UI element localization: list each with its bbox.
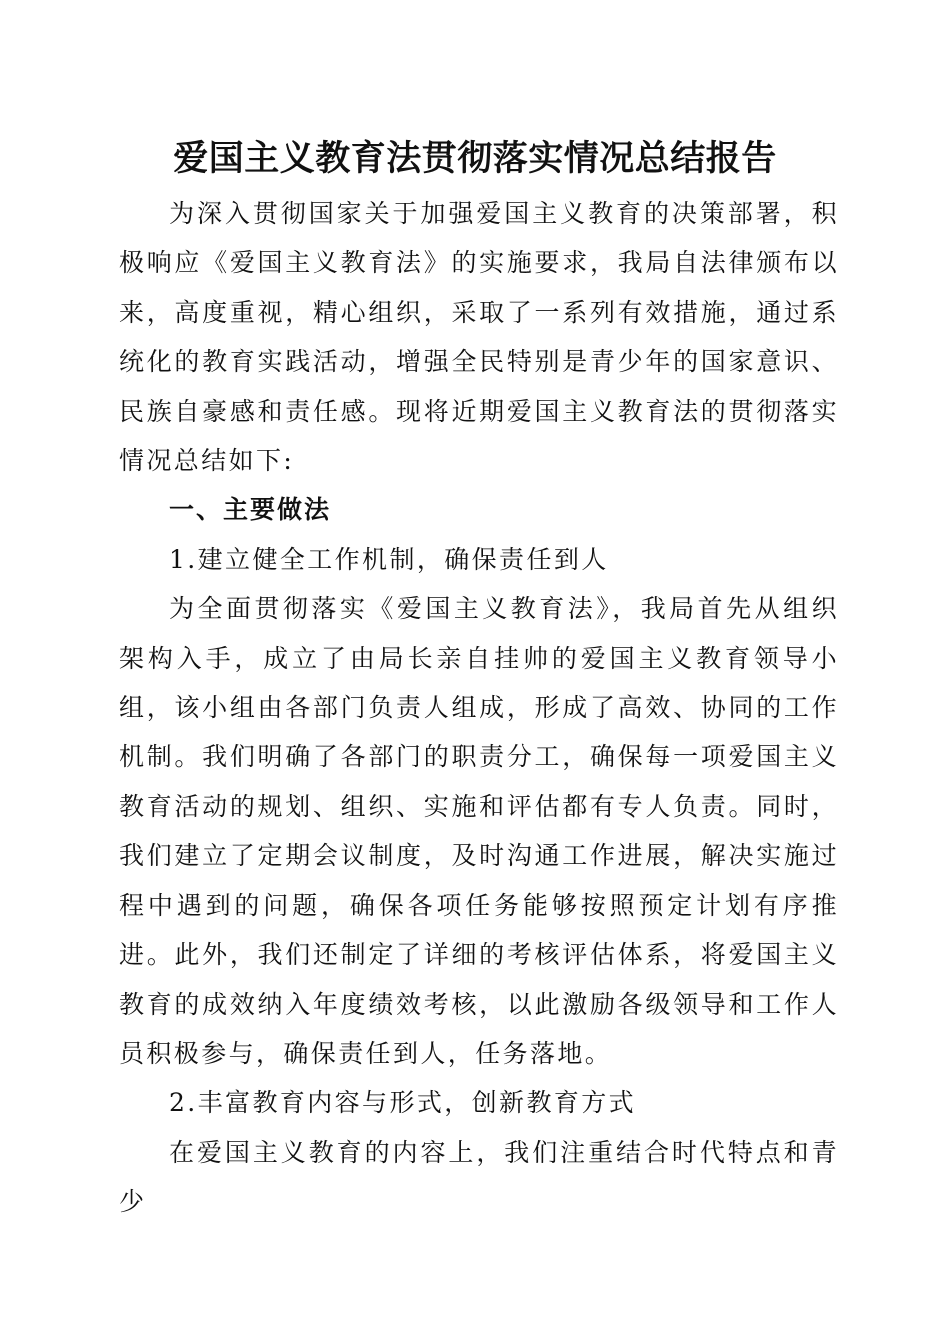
document-title: 爱国主义教育法贯彻落实情况总结报告 [173, 139, 777, 179]
subsection-heading: 1.建立健全工作机制，确保责任到人 [169, 544, 609, 574]
body-paragraph: 为全面贯彻落实《爱国主义教育法》，我局首先从组织架构入手，成立了由局长亲自挂帅的爱国主义教育领导小组，该小组由各部门负责人组成，形成了高效、协同的工作机制。我们明确了各部门的职责分工，确保每一项爱国主义教育活动的规划、组织、实施和评估都有专人负责。同时，我们建立了定期会议制度，及时沟通工作进展，解决实施过程中遇到的问题，确保各项任务能够按照预定计划有序推进。此外，我们还制定了详细的考核评估体系，将爱国主义教育的成效纳入年度绩效考核，以此激励各级领导和工作人员积极参与，确保责任到人，任务落地。 [119, 594, 839, 1068]
subsection-heading: 2.丰富教育内容与形式，创新教育方式 [169, 1088, 637, 1118]
body-paragraph: 在爱国主义教育的内容上，我们注重结合时代特点和青少 [119, 1137, 839, 1217]
document-body [119, 189, 839, 1227]
section-heading: 一、主要做法 [169, 495, 332, 525]
intro-paragraph: 为深入贯彻国家关于加强爱国主义教育的决策部署，积极响应《爱国主义教育法》的实施要求，我局自法律颁布以来，高度重视，精心组织，采取了一系列有效措施，通过系统化的教育实践活动，增强全民特别是青少年的国家意识、民族自豪感和责任感。现将近期爱国主义教育法的贯彻落实情况总结如下: [119, 199, 839, 476]
